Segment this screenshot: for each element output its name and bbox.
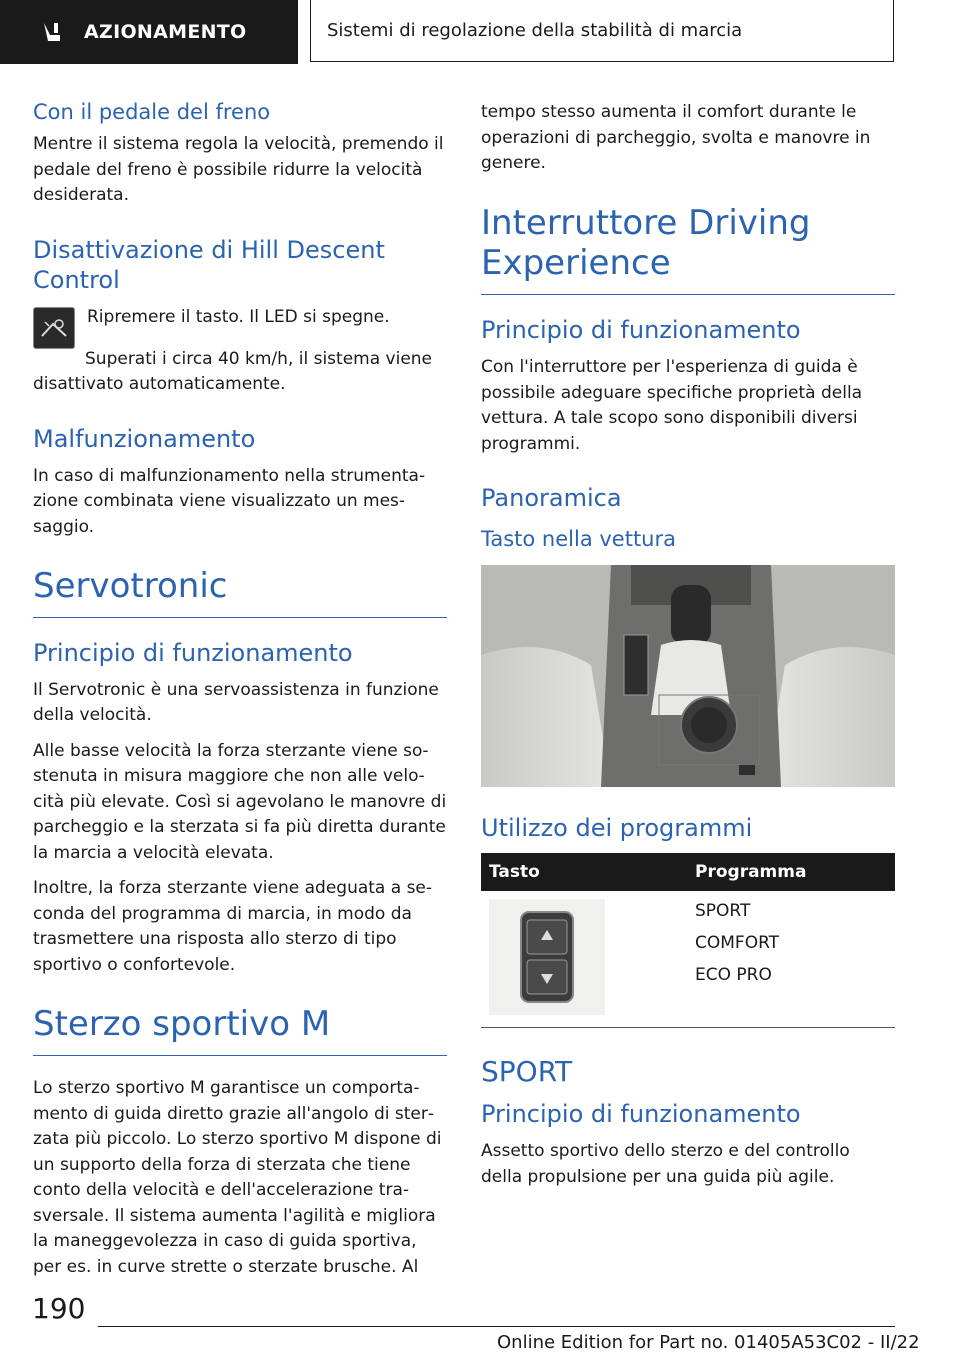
dex-principle-heading: Principio di funzionamento <box>481 316 801 345</box>
hill-descent-icon <box>33 307 75 349</box>
malfunction-heading: Malfunzionamento <box>33 424 256 453</box>
overview-heading: Panoramica <box>481 484 622 513</box>
dex-text: Con l'interruttore per l'esperienza di guida è possibile adeguare specifiche proprietà della vettura. A tale scopo sono disponibili diversi programmi. <box>481 357 863 454</box>
program-sport: SPORT <box>695 901 751 922</box>
hdc-line1: Ripremere il tasto. Il LED si spegne. <box>87 306 390 327</box>
sport-steering-heading: Sterzo sportivo M <box>33 1004 447 1056</box>
servotronic-principle-heading: Principio di funzionamento <box>33 638 353 667</box>
table-row <box>481 891 895 1028</box>
left-column <box>33 100 447 1290</box>
servotronic-heading: Servotronic <box>33 566 447 618</box>
footer-divider <box>98 1326 895 1327</box>
sport-steering-text: Lo sterzo sportivo M garantisce un comportamento di guida diretto grazie all'angolo di sterzata più piccolo. Lo sterzo sportivo M dispone di un supporto della forza di sterzata che tiene conto della velocità e dell'accelerazione trasversale. Il sistema aumenta l'agilità e migliora la maneggevolezza in caso di guida sportiva, per es. in curve strette o sterzate brusche. Al <box>33 1078 442 1277</box>
programs-table <box>481 853 895 1028</box>
brake-heading: Con il pedale del freno <box>33 100 271 124</box>
section-tab <box>0 0 298 64</box>
driving-experience-heading: Interruttore Driving Experience <box>481 203 895 296</box>
hdc-line2: Superati i circa 40 km/h, il sistema viene disattivato automaticamente. <box>33 348 433 394</box>
continued-text: tempo stesso aumenta il comfort durante le operazioni di parcheggio, svolta e manovre in genere. <box>481 102 871 173</box>
table-header-program: Programma <box>687 853 895 891</box>
sport-principle-heading: Principio di funzionamento <box>481 1100 801 1129</box>
chapter-title: Sistemi di regolazione della stabilità di marcia <box>310 0 894 62</box>
hdc-row <box>33 305 447 349</box>
right-column <box>481 100 895 1200</box>
driving-experience-switch-icon <box>489 899 605 1015</box>
servotronic-p3: Inoltre, la forza sterzante viene adeguata a seconda del programma di marcia, in modo da trasmettere una risposta allo sterzo di tipo sportivo o confortevole. <box>33 878 433 975</box>
servotronic-p2: Alle basse velocità la forza sterzante viene sostenuta in misura maggiore che non alle velocità più elevate. Così si agevolano le manovre di parcheggio e la sterzata si fa più diretta durante la marcia a velocità elevata. <box>33 740 447 863</box>
center-console-photo <box>481 565 895 787</box>
program-comfort: COMFORT <box>695 933 780 954</box>
page-number: 190 <box>32 1292 86 1325</box>
malfunction-text: In caso di malfunzionamento nella strumentazione combinata viene visualizzato un messaggio. <box>33 465 426 537</box>
sport-heading: SPORT <box>481 1055 573 1089</box>
edition-text: Online Edition for Part no. 01405A53C02 - II/22 <box>497 1332 920 1353</box>
brake-text: Mentre il sistema regola la velocità, premendo il pedale del freno è possibile ridurre la velocità desiderata. <box>33 134 444 205</box>
use-programs-heading: Utilizzo dei programmi <box>481 814 753 843</box>
hdc-heading: Disattivazione di Hill Descent Control <box>33 235 385 294</box>
table-header-button: Tasto <box>481 853 687 891</box>
section-title: AZIONAMENTO <box>84 21 247 43</box>
pedal-icon <box>40 19 66 45</box>
servotronic-p1: Il Servotronic è una servoassistenza in funzione della velocità. <box>33 679 439 726</box>
sport-text: Assetto sportivo dello sterzo e del controllo della propulsione per una guida più agile. <box>481 1141 850 1187</box>
program-eco-pro: ECO PRO <box>695 965 772 986</box>
button-in-car-heading: Tasto nella vettura <box>481 527 676 552</box>
